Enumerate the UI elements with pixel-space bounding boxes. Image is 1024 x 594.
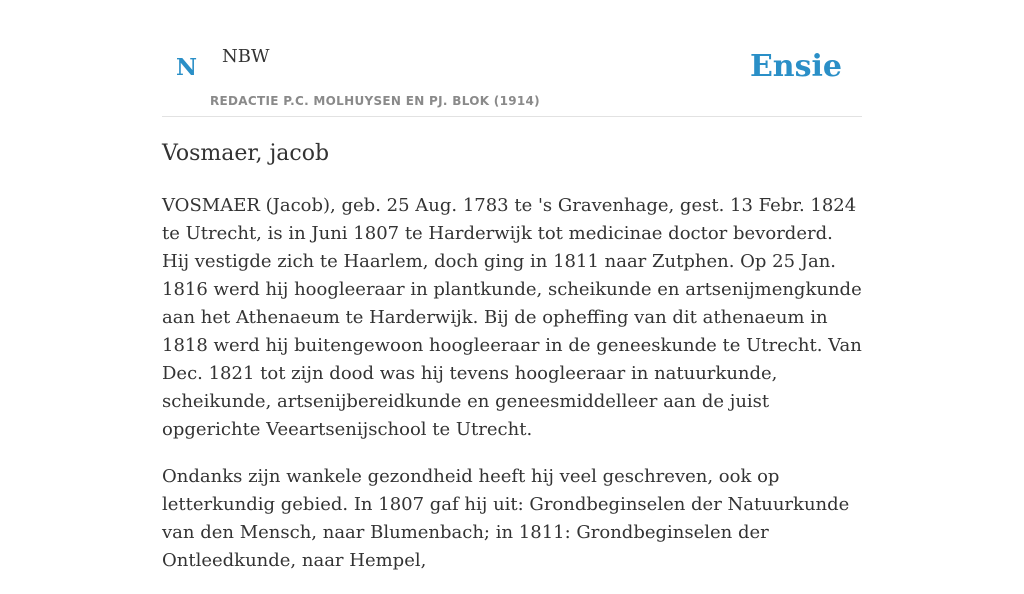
- paragraph: VOSMAER (Jacob), geb. 25 Aug. 1783 te 's Gravenhage, gest. 13 Febr. 1824 te Utrecht, is in Juni 1807 te Harderwijk tot medicinae doctor bevorderd. Hij vestigde zich te Haarlem, doch ging in 1811 naar Zutphen. Op 25 Jan. 1816 werd hij hoogleeraar in plantkunde, scheikunde en artsenijmengkunde aan het Athenaeum te Harderwijk. Bij de opheffing van dit athenaeum in 1818 werd hij buitengewoon hoogleeraar in de geneeskunde te Utrecht. Van Dec. 1821 tot zijn dood was hij tevens hoogleeraar in natuurkunde, scheikunde, artsenijbereidkunde en geneesmiddelleer aan de juist opgerichte Veeartsenijschool te Utrecht.: [162, 195, 862, 440]
- source-subtitle: REDACTIE P.C. MOLHUYSEN EN PJ. BLOK (1914): [210, 94, 540, 108]
- brand-logo[interactable]: Ensie: [749, 49, 842, 84]
- source-logo[interactable]: N: [176, 54, 198, 81]
- paragraph: Ondanks zijn wankele gezondheid heeft hij veel geschreven, ook op letterkundig gebied. In 1807 gaf hij uit: Grondbeginselen der Natuurkunde van den Mensch, naar Blumenbach; in 1811: Grondbeginselen der Ontleedkunde, naar Hempel,: [162, 466, 850, 571]
- header: [162, 0, 862, 117]
- article-body: [162, 192, 862, 594]
- article-title: Vosmaer, jacob: [162, 141, 330, 166]
- source-title[interactable]: NBW: [222, 46, 270, 67]
